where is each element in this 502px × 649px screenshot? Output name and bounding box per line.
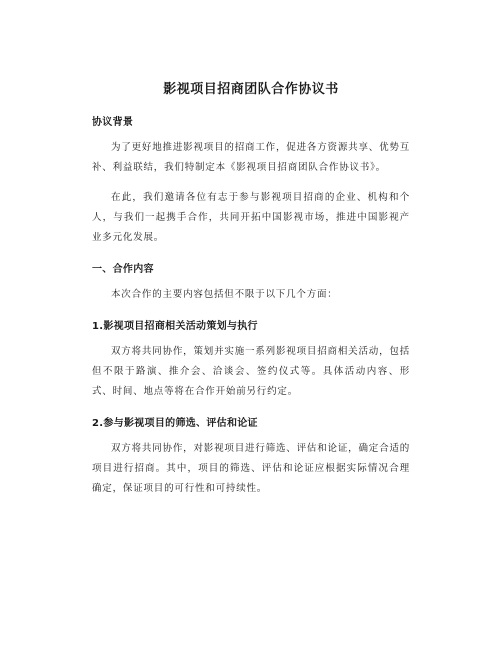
- paragraph: 双方将共同协作，策划并实施一系列影视项目招商相关活动，包括但不限于路演、推介会、洽谈会、签约仪式等。具体活动内容、形式、时间、地点等将在合作开始前另行约定。: [92, 346, 410, 397]
- section-heading: 一、合作内容: [92, 264, 154, 275]
- section-heading: 1.影视项目招商相关活动策划与执行: [92, 321, 258, 332]
- section-activity-planning: [92, 317, 410, 402]
- paragraph: 在此，我们邀请各位有志于参与影视项目招商的企业、机构和个人，与我们一起携手合作，共同开拓中国影视市场，推进中国影视产业多元化发展。: [92, 192, 410, 243]
- paragraph: 为了更好地推进影视项目的招商工作，促进各方资源共享、优势互补、利益联结，我们特制定本《影视项目招商团队合作协议书》。: [92, 142, 410, 173]
- section-project-evaluation: [92, 414, 410, 499]
- section-heading: 协议背景: [92, 117, 134, 128]
- paragraph: 本次合作的主要内容包括但不限于以下几个方面：: [111, 289, 338, 300]
- section-background: [92, 113, 410, 248]
- section-cooperation-content: [92, 260, 410, 305]
- document-title: 影视项目招商团队合作协议书: [163, 82, 339, 97]
- section-heading: 2.参与影视项目的筛选、评估和论证: [92, 418, 258, 429]
- paragraph: 双方将共同协作，对影视项目进行筛选、评估和论证，确定合适的项目进行招商。其中，项目的筛选、评估和论证应根据实际情况合理确定，保证项目的可行性和可持续性。: [92, 443, 410, 494]
